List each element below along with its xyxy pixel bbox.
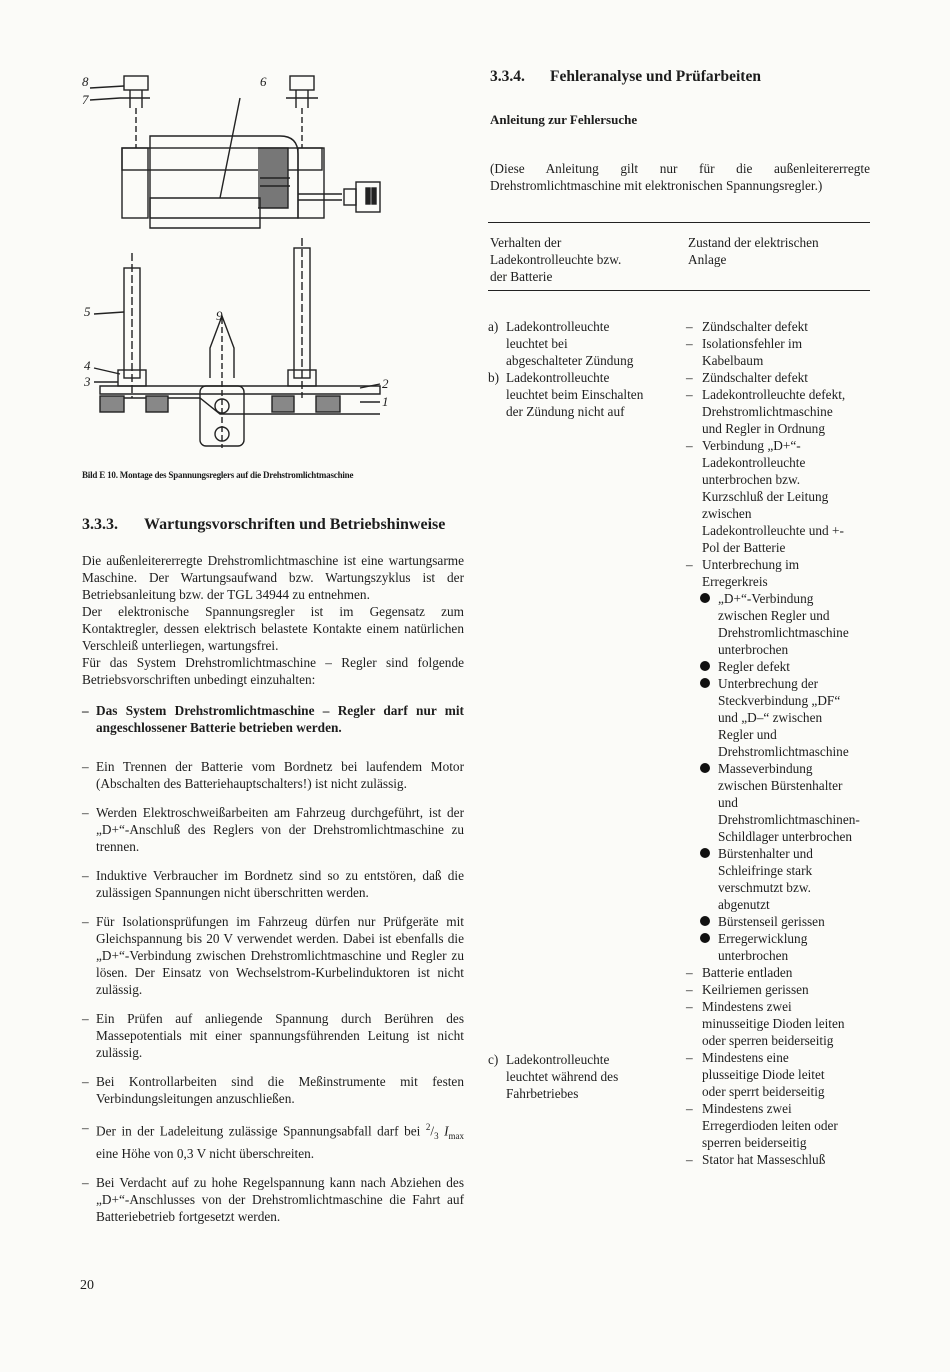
rule-text: Bei Kontrollarbeiten sind die Meßinstrumente mit festen Verbindungsleitungen anzuschließen. bbox=[96, 1074, 464, 1106]
section-334-subtitle: Anleitung zur Fehlersuche bbox=[490, 112, 638, 127]
rule-text: Induktive Verbraucher im Bordnetz sind so zu entstören, daß die zulässigen Spannungen nicht überschritten werden. bbox=[96, 868, 464, 900]
dash: – bbox=[82, 868, 89, 883]
case-text: Ladekontrolleuchte leuchtet während des Fahrbetriebes bbox=[506, 1052, 619, 1101]
dash: – bbox=[82, 1074, 89, 1089]
section-333-heading bbox=[82, 516, 445, 534]
dash: – bbox=[686, 370, 693, 385]
dash: – bbox=[82, 1120, 89, 1135]
case-letter: c) bbox=[488, 1052, 499, 1067]
case-letter: a) bbox=[488, 319, 499, 334]
cause-bullet bbox=[686, 760, 860, 845]
bullet-icon bbox=[700, 933, 710, 943]
screw-left-top bbox=[124, 76, 148, 90]
cause-item bbox=[686, 386, 846, 437]
rule-item bbox=[82, 1073, 464, 1107]
cause-item bbox=[686, 369, 846, 386]
page-number: 20 bbox=[80, 1278, 94, 1293]
rule-item bbox=[82, 913, 464, 998]
bullet-icon bbox=[700, 916, 710, 926]
dash: – bbox=[82, 703, 89, 718]
cause-bullet bbox=[686, 590, 849, 658]
cause-text: Isolationsfehler im Kabelbaum bbox=[702, 336, 803, 368]
case-text: Ladekontrolleuchte leuchtet beim Einschalten der Zündung nicht auf bbox=[506, 370, 644, 419]
cause-text: Batterie entladen bbox=[702, 965, 793, 980]
cause-item bbox=[686, 1151, 846, 1168]
cause-text: Stator hat Masseschluß bbox=[702, 1152, 826, 1167]
dash: – bbox=[82, 1011, 89, 1026]
regulator-mounting-figure bbox=[80, 68, 410, 448]
case-b bbox=[488, 369, 658, 420]
cause-text: Zündschalter defekt bbox=[702, 370, 808, 385]
figure-caption: Bild E 10. Montage des Spannungsreglers auf die Drehstromlichtmaschine bbox=[82, 470, 354, 480]
rule-item bbox=[82, 867, 464, 901]
table-top-rule bbox=[488, 222, 870, 223]
fig-label-1: 1 bbox=[382, 394, 389, 409]
section-334-note: (Diese Anleitung gilt nur für die außenleitererregte Drehstromlichtmaschine mit elektronischen Spannungsregler.) bbox=[490, 161, 870, 193]
cause-text: Mindestens eine plusseitige Diode leitet oder sperrt beiderseitig bbox=[702, 1050, 825, 1099]
cause-item bbox=[686, 437, 846, 556]
case-text: Ladekontrolleuchte leuchtet bei abgeschalteter Zündung bbox=[506, 319, 634, 368]
cause-text: Verbindung „D+“-Ladekontrolleuchte unterbrochen bzw. Kurzschluß der Leitung zwischen Ladekontrolleuchte und +-Pol der Batterie bbox=[702, 438, 844, 555]
rule-text: Ein Trennen der Batterie vom Bordnetz bei laufendem Motor (Abschalten des Batteriehauptschalters!) ist nicht zulässig. bbox=[96, 759, 464, 791]
paragraph: Der elektronische Spannungsregler ist im Gegensatz zum Kontaktregler, dessen elektrisch belastete Kontakte einem natürlichen Verschleiß unterliegen, wartungsfrei. bbox=[82, 604, 464, 653]
cause-item bbox=[686, 1049, 846, 1100]
fig-label-2: 2 bbox=[382, 376, 389, 391]
dash: – bbox=[686, 999, 693, 1014]
rule-text: Ein Prüfen auf anliegende Spannung durch Berühren des Massepotentials mit einer spannungsführenden Leitung ist nicht zulässig. bbox=[96, 1011, 464, 1060]
rule-item bbox=[82, 804, 464, 855]
dash: – bbox=[686, 319, 693, 334]
paragraph: Für das System Drehstromlichtmaschine – Regler sind folgende Betriebsvorschriften unbedingt einzuhalten: bbox=[82, 655, 464, 687]
column-header-left: Verhalten der Ladekontrolleuchte bzw. der Batterie bbox=[490, 235, 622, 284]
dash: – bbox=[686, 982, 693, 997]
rule-item bbox=[82, 758, 464, 792]
cause-bullet bbox=[686, 930, 846, 964]
section-333-title: Wartungsvorschriften und Betriebshinweise bbox=[144, 516, 446, 533]
cause-bullet bbox=[686, 658, 846, 675]
bullet-icon bbox=[700, 661, 710, 671]
cause-text: „D+“-Verbindung zwischen Regler und Drehstromlichtmaschine unterbrochen bbox=[718, 591, 849, 657]
dash: – bbox=[686, 438, 693, 453]
fig-label-4: 4 bbox=[84, 358, 91, 373]
case-a bbox=[488, 318, 658, 369]
rule-item bbox=[82, 1174, 464, 1225]
cause-text: Erregerwicklung unterbrochen bbox=[718, 931, 808, 963]
dash: – bbox=[686, 1152, 693, 1167]
bullet-icon bbox=[700, 763, 710, 773]
case-letter: b) bbox=[488, 370, 500, 385]
cause-text: Mindestens zwei minusseitige Dioden leiten oder sperren beiderseitig bbox=[702, 999, 845, 1048]
rule-text: Das System Drehstromlichtmaschine – Regler darf nur mit angeschlossener Batterie betrieben werden. bbox=[96, 703, 464, 735]
cause-item bbox=[686, 964, 846, 981]
fig-label-9: 9 bbox=[216, 308, 223, 323]
section-334-number: 3.3.4. bbox=[490, 68, 525, 85]
cause-text: Regler defekt bbox=[718, 659, 790, 674]
section-333-number: 3.3.3. bbox=[82, 516, 118, 533]
cause-bullet bbox=[686, 913, 846, 930]
current-subscript: max bbox=[448, 1131, 465, 1142]
rule-text: Für Isolationsprüfungen im Fahrzeug dürfen nur Prüfgeräte mit Gleichspannung bis 20 V verwendet werden. Dabei ist ebenfalls die „D+“-Verbindung zwischen Drehstromlichtmaschine und Regler zu lösen. Der Einsatz von Wechselstrom-Kurbelinduktoren ist nicht zulässig. bbox=[96, 914, 464, 997]
dash: – bbox=[82, 759, 89, 774]
dash: – bbox=[686, 387, 693, 402]
cause-text: Bürstenseil gerissen bbox=[718, 914, 825, 929]
bullet-icon bbox=[700, 678, 710, 688]
cause-text: Ladekontrolleuchte defekt, Drehstromlichtmaschine und Regler in Ordnung bbox=[702, 387, 846, 436]
case-list-c bbox=[488, 1051, 658, 1102]
dash: – bbox=[686, 336, 693, 351]
cause-item bbox=[686, 998, 846, 1049]
cause-text: Unterbrechung der Steckverbindung „DF“ und „D–“ zwischen Regler und Drehstromlichtmaschine bbox=[718, 676, 849, 759]
cause-item bbox=[686, 1100, 846, 1151]
fraction-denominator: 3 bbox=[434, 1131, 439, 1142]
rule-text-part: eine Höhe von 0,3 V nicht überschreiten. bbox=[96, 1146, 315, 1162]
rule-text: Bei Verdacht auf zu hohe Regelspannung kann nach Abziehen des „D+“-Anschlusses von der Drehstromlichtmaschine die Fahrt auf Batteriebetrieb fortgesetzt werden. bbox=[96, 1175, 464, 1225]
cause-text: Unterbrechung im Erregerkreis bbox=[702, 557, 800, 589]
screw-right-top bbox=[290, 76, 314, 90]
fig-label-7: 7 bbox=[82, 92, 89, 107]
dash: – bbox=[82, 914, 89, 929]
dash: – bbox=[686, 557, 693, 572]
case-c bbox=[488, 1051, 658, 1102]
column-header-right: Zustand der elektrischen Anlage bbox=[688, 235, 819, 267]
cause-bullet bbox=[686, 675, 849, 760]
table-header-rule bbox=[488, 290, 870, 291]
rule-item bbox=[82, 1010, 464, 1061]
section-334-title: Fehleranalyse und Prüfarbeiten bbox=[550, 68, 761, 85]
causes-ab bbox=[686, 318, 860, 1168]
rule-item-bold bbox=[82, 702, 464, 736]
case-list-ab bbox=[488, 318, 658, 420]
bullet-icon bbox=[700, 848, 710, 858]
dash: – bbox=[686, 1050, 693, 1065]
dash: – bbox=[686, 1101, 693, 1116]
cause-text: Bürstenhalter und Schleifringe stark verschmutzt bzw. abgenutzt bbox=[718, 846, 813, 912]
current-symbol: I bbox=[444, 1123, 449, 1139]
cause-text: Mindestens zwei Erregerdioden leiten oder sperren beiderseitig bbox=[702, 1101, 838, 1150]
cause-item bbox=[686, 335, 846, 369]
dash: – bbox=[686, 965, 693, 980]
section-333-body bbox=[82, 552, 464, 1225]
fig-label-6: 6 bbox=[260, 74, 267, 89]
cause-item bbox=[686, 556, 846, 590]
rule-item bbox=[82, 1119, 464, 1162]
cause-text: Zündschalter defekt bbox=[702, 319, 808, 334]
fig-label-5: 5 bbox=[84, 304, 91, 319]
paragraph: Die außenleitererregte Drehstromlichtmaschine ist eine wartungsarme Maschine. Der Wartungsaufwand bzw. Wartungszyklus ist der Betriebsanleitung bzw. der TGL 34944 zu entnehmen. bbox=[82, 553, 464, 602]
fig-label-8: 8 bbox=[82, 74, 89, 89]
cause-text: Keilriemen gerissen bbox=[702, 982, 809, 997]
fig-label-3: 3 bbox=[84, 374, 91, 389]
cause-text: Masseverbindung zwischen Bürstenhalter und Drehstromlichtmaschinen-Schildlager unterbrochen bbox=[718, 761, 860, 844]
cause-item bbox=[686, 318, 846, 335]
dash: – bbox=[82, 1175, 89, 1191]
cause-bullet bbox=[686, 845, 846, 913]
bullet-icon bbox=[700, 593, 710, 603]
section-334-heading bbox=[490, 68, 761, 86]
fraction-numerator: 2 bbox=[425, 1122, 431, 1132]
rule-text: Der in der Ladeleitung zulässige Spannungsabfall darf bei $^2/_3$ $I_{max}$ eine Höhe von 0,3 V nicht überschreiten. bbox=[96, 1122, 465, 1162]
rule-text: Werden Elektroschweißarbeiten am Fahrzeug durchgeführt, ist der „D+“-Anschluß des Reglers von der Drehstromlichtmaschine zu trennen. bbox=[96, 805, 464, 854]
dash: – bbox=[82, 805, 89, 820]
cause-item bbox=[686, 981, 846, 998]
rule-text-part: Der in der Ladeleitung zulässige Spannungsabfall darf bei bbox=[96, 1123, 426, 1139]
